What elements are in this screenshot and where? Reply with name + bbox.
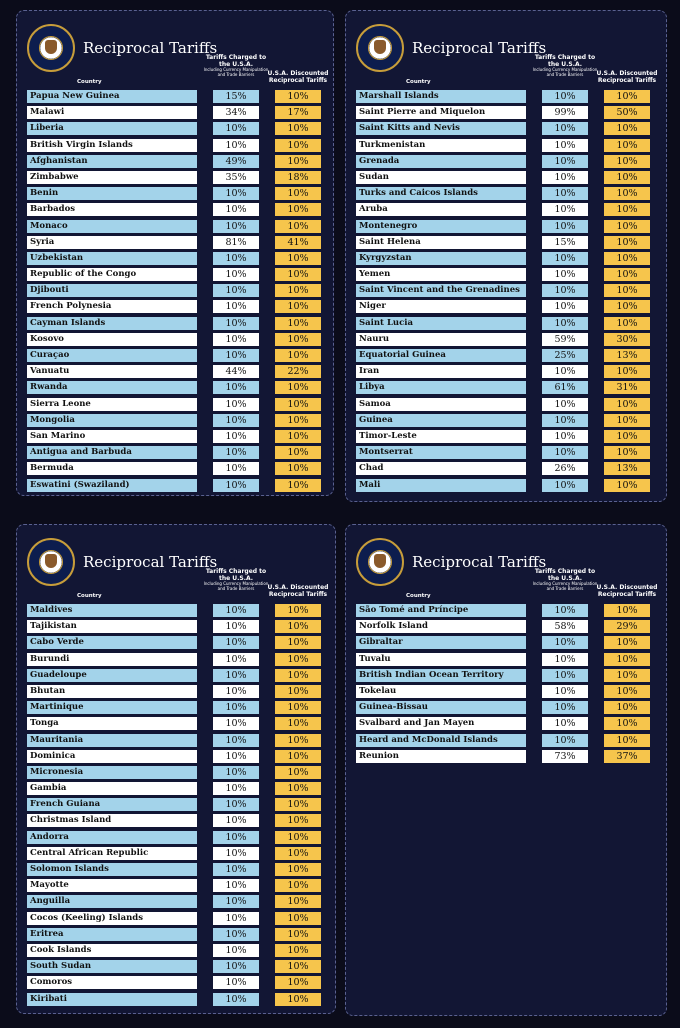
country-name: Mayotte bbox=[27, 879, 197, 892]
tariff-charged-value: 10% bbox=[213, 462, 259, 475]
country-name: Kosovo bbox=[27, 333, 197, 346]
tariff-charged-value: 10% bbox=[213, 414, 259, 427]
country-name: Montserrat bbox=[356, 446, 526, 459]
tariffs-charged-header-title: Tariffs Charged to the U.S.A. bbox=[534, 54, 596, 68]
country-name: Saint Kitts and Nevis bbox=[356, 122, 526, 135]
tariff-charged-value: 10% bbox=[542, 479, 588, 492]
tariff-charged-value: 81% bbox=[213, 236, 259, 249]
discounted-tariff-value: 10% bbox=[275, 398, 321, 411]
tariff-charged-value: 10% bbox=[213, 284, 259, 297]
tariff-charged-value: 35% bbox=[213, 171, 259, 184]
tariff-charged-value: 26% bbox=[542, 462, 588, 475]
presidential-seal-icon bbox=[27, 24, 75, 72]
discounted-tariff-value: 10% bbox=[275, 928, 321, 941]
panel-title: Reciprocal Tariffs bbox=[83, 39, 218, 57]
country-name: Mongolia bbox=[27, 414, 197, 427]
eagle-icon bbox=[45, 554, 57, 568]
tariffs-charged-header-title: Tariffs Charged to the U.S.A. bbox=[205, 54, 267, 68]
discounted-tariff-value: 10% bbox=[604, 717, 650, 730]
country-name: Samoa bbox=[356, 398, 526, 411]
tariff-charged-value: 10% bbox=[542, 187, 588, 200]
country-name: Tokelau bbox=[356, 685, 526, 698]
country-name: Libya bbox=[356, 381, 526, 394]
discounted-tariff-value: 10% bbox=[275, 847, 321, 860]
country-name: French Polynesia bbox=[27, 300, 197, 313]
country-name: Mali bbox=[356, 479, 526, 492]
discounted-tariff-value: 10% bbox=[275, 333, 321, 346]
discounted-tariff-value: 10% bbox=[604, 252, 650, 265]
tariffs-charged-header-title: Tariffs Charged to the U.S.A. bbox=[205, 568, 267, 582]
tariff-charged-value: 34% bbox=[213, 106, 259, 119]
panel-title: Reciprocal Tariffs bbox=[83, 553, 218, 571]
tariff-charged-value: 10% bbox=[213, 993, 259, 1006]
discounted-tariff-value: 10% bbox=[275, 636, 321, 649]
country-name: Afghanistan bbox=[27, 155, 197, 168]
tariff-charged-value: 10% bbox=[213, 349, 259, 362]
country-name: Malawi bbox=[27, 106, 197, 119]
tariff-charged-value: 10% bbox=[213, 479, 259, 492]
country-name: Anguilla bbox=[27, 895, 197, 908]
discounted-tariff-value: 10% bbox=[275, 895, 321, 908]
country-name: Central African Republic bbox=[27, 847, 197, 860]
country-name: Cayman Islands bbox=[27, 317, 197, 330]
tariff-charged-value: 10% bbox=[542, 398, 588, 411]
country-name: Iran bbox=[356, 365, 526, 378]
tariff-panel-3 bbox=[16, 524, 336, 1014]
country-name: Gibraltar bbox=[356, 636, 526, 649]
discounted-tariff-value: 10% bbox=[604, 284, 650, 297]
country-name: Christmas Island bbox=[27, 814, 197, 827]
country-name: Marshall Islands bbox=[356, 90, 526, 103]
tariff-charged-value: 10% bbox=[542, 430, 588, 443]
discounted-tariff-value: 31% bbox=[604, 381, 650, 394]
country-column-header: Country bbox=[77, 79, 102, 85]
tariff-charged-value: 10% bbox=[542, 155, 588, 168]
discounted-tariff-value: 29% bbox=[604, 620, 650, 633]
discounted-tariff-value: 41% bbox=[275, 236, 321, 249]
eagle-icon bbox=[374, 554, 386, 568]
country-name: San Marino bbox=[27, 430, 197, 443]
discounted-tariff-value: 10% bbox=[604, 398, 650, 411]
eagle-icon bbox=[45, 40, 57, 54]
discounted-tariff-value: 10% bbox=[604, 414, 650, 427]
tariff-charged-value: 99% bbox=[542, 106, 588, 119]
tariff-charged-value: 49% bbox=[213, 155, 259, 168]
country-name: Gambia bbox=[27, 782, 197, 795]
tariff-charged-value: 10% bbox=[542, 90, 588, 103]
presidential-seal-icon bbox=[356, 538, 404, 586]
country-name: Republic of the Congo bbox=[27, 268, 197, 281]
tariffs-charged-header-subtitle: Including Currency Manipulation and Trade Barriers bbox=[203, 581, 269, 591]
country-name: São Tomé and Príncipe bbox=[356, 604, 526, 617]
country-name: British Indian Ocean Territory bbox=[356, 669, 526, 682]
country-name: Turks and Caicos Islands bbox=[356, 187, 526, 200]
discounted-tariff-value: 13% bbox=[604, 349, 650, 362]
tariff-charged-value: 10% bbox=[542, 268, 588, 281]
tariffs-charged-header bbox=[532, 54, 598, 77]
discounted-tariff-value: 10% bbox=[275, 766, 321, 779]
discounted-tariff-value: 10% bbox=[275, 155, 321, 168]
tariff-charged-value: 10% bbox=[213, 220, 259, 233]
discounted-tariff-value: 10% bbox=[275, 717, 321, 730]
discounted-tariff-value: 10% bbox=[275, 203, 321, 216]
tariff-charged-value: 61% bbox=[542, 381, 588, 394]
country-name: Montenegro bbox=[356, 220, 526, 233]
tariff-charged-value: 10% bbox=[213, 636, 259, 649]
tariff-charged-value: 10% bbox=[213, 268, 259, 281]
discounted-tariff-value: 10% bbox=[275, 122, 321, 135]
country-name: Cocos (Keeling) Islands bbox=[27, 912, 197, 925]
discounted-tariff-value: 10% bbox=[275, 669, 321, 682]
tariff-charged-value: 10% bbox=[213, 333, 259, 346]
discounted-tariff-value: 10% bbox=[275, 139, 321, 152]
tariff-charged-value: 10% bbox=[542, 317, 588, 330]
tariff-charged-value: 10% bbox=[542, 252, 588, 265]
discounted-tariff-value: 10% bbox=[604, 268, 650, 281]
discounted-tariffs-header: U.S.A. Discounted Reciprocal Tariffs bbox=[596, 70, 658, 84]
discounted-tariff-value: 10% bbox=[275, 960, 321, 973]
country-name: Zimbabwe bbox=[27, 171, 197, 184]
country-name: Solomon Islands bbox=[27, 863, 197, 876]
tariff-panel-4 bbox=[345, 524, 667, 1016]
country-name: Cabo Verde bbox=[27, 636, 197, 649]
tariff-charged-value: 10% bbox=[542, 203, 588, 216]
tariff-charged-value: 10% bbox=[542, 284, 588, 297]
tariff-charged-value: 10% bbox=[542, 414, 588, 427]
discounted-tariff-value: 10% bbox=[275, 653, 321, 666]
tariff-charged-value: 10% bbox=[213, 203, 259, 216]
eagle-icon bbox=[374, 40, 386, 54]
tariff-panel-1 bbox=[16, 10, 334, 496]
country-name: Aruba bbox=[356, 203, 526, 216]
discounted-tariff-value: 10% bbox=[275, 944, 321, 957]
discounted-tariff-value: 37% bbox=[604, 750, 650, 763]
discounted-tariff-value: 10% bbox=[275, 446, 321, 459]
discounted-tariff-value: 50% bbox=[604, 106, 650, 119]
discounted-tariff-value: 10% bbox=[604, 122, 650, 135]
country-name: South Sudan bbox=[27, 960, 197, 973]
tariff-charged-value: 10% bbox=[213, 669, 259, 682]
country-name: Vanuatu bbox=[27, 365, 197, 378]
tariff-charged-value: 44% bbox=[213, 365, 259, 378]
country-name: Heard and McDonald Islands bbox=[356, 734, 526, 747]
tariff-charged-value: 10% bbox=[213, 863, 259, 876]
country-name: Sierra Leone bbox=[27, 398, 197, 411]
country-column-header: Country bbox=[406, 79, 431, 85]
country-name: Niger bbox=[356, 300, 526, 313]
country-name: British Virgin Islands bbox=[27, 139, 197, 152]
country-name: Monaco bbox=[27, 220, 197, 233]
discounted-tariff-value: 10% bbox=[604, 430, 650, 443]
discounted-tariff-value: 10% bbox=[275, 317, 321, 330]
discounted-tariff-value: 10% bbox=[275, 782, 321, 795]
discounted-tariff-value: 10% bbox=[275, 993, 321, 1006]
country-name: Nauru bbox=[356, 333, 526, 346]
discounted-tariff-value: 10% bbox=[275, 814, 321, 827]
country-column-header: Country bbox=[77, 593, 102, 599]
country-name: Barbados bbox=[27, 203, 197, 216]
discounted-tariff-value: 10% bbox=[275, 798, 321, 811]
discounted-tariff-value: 10% bbox=[275, 414, 321, 427]
tariffs-charged-header-title: Tariffs Charged to the U.S.A. bbox=[534, 568, 596, 582]
tariff-charged-value: 10% bbox=[213, 446, 259, 459]
discounted-tariff-value: 10% bbox=[275, 976, 321, 989]
tariff-charged-value: 10% bbox=[542, 653, 588, 666]
discounted-tariff-value: 10% bbox=[275, 863, 321, 876]
tariff-charged-value: 10% bbox=[542, 446, 588, 459]
tariffs-charged-header bbox=[203, 54, 269, 77]
country-name: Antigua and Barbuda bbox=[27, 446, 197, 459]
discounted-tariff-value: 10% bbox=[275, 220, 321, 233]
country-name: Norfolk Island bbox=[356, 620, 526, 633]
tariffs-charged-header bbox=[203, 568, 269, 591]
country-name: Equatorial Guinea bbox=[356, 349, 526, 362]
discounted-tariff-value: 10% bbox=[604, 300, 650, 313]
tariff-charged-value: 10% bbox=[213, 430, 259, 443]
discounted-tariff-value: 10% bbox=[604, 365, 650, 378]
discounted-tariff-value: 10% bbox=[604, 171, 650, 184]
country-name: Tonga bbox=[27, 717, 197, 730]
country-name: Micronesia bbox=[27, 766, 197, 779]
discounted-tariff-value: 10% bbox=[275, 685, 321, 698]
discounted-tariff-value: 10% bbox=[604, 203, 650, 216]
discounted-tariff-value: 10% bbox=[275, 620, 321, 633]
tariff-charged-value: 10% bbox=[213, 734, 259, 747]
tariff-charged-value: 10% bbox=[542, 122, 588, 135]
discounted-tariff-value: 10% bbox=[604, 701, 650, 714]
discounted-tariff-value: 10% bbox=[275, 912, 321, 925]
tariff-charged-value: 10% bbox=[542, 734, 588, 747]
country-name: Papua New Guinea bbox=[27, 90, 197, 103]
tariff-charged-value: 10% bbox=[213, 604, 259, 617]
tariff-charged-value: 10% bbox=[213, 653, 259, 666]
tariff-charged-value: 10% bbox=[213, 960, 259, 973]
tariff-panel-2 bbox=[345, 10, 667, 502]
country-name: Dominica bbox=[27, 750, 197, 763]
discounted-tariff-value: 10% bbox=[275, 252, 321, 265]
presidential-seal-icon bbox=[27, 538, 75, 586]
country-name: Djibouti bbox=[27, 284, 197, 297]
tariff-charged-value: 10% bbox=[213, 122, 259, 135]
tariffs-charged-header-subtitle: Including Currency Manipulation and Trade Barriers bbox=[532, 581, 598, 591]
discounted-tariff-value: 10% bbox=[604, 653, 650, 666]
tariff-charged-value: 10% bbox=[213, 300, 259, 313]
country-name: Saint Pierre and Miquelon bbox=[356, 106, 526, 119]
country-name: Grenada bbox=[356, 155, 526, 168]
discounted-tariff-value: 13% bbox=[604, 462, 650, 475]
discounted-tariff-value: 10% bbox=[604, 604, 650, 617]
tariff-charged-value: 10% bbox=[542, 701, 588, 714]
country-name: Timor-Leste bbox=[356, 430, 526, 443]
discounted-tariff-value: 10% bbox=[275, 879, 321, 892]
discounted-tariff-value: 10% bbox=[275, 268, 321, 281]
tariff-charged-value: 58% bbox=[542, 620, 588, 633]
tariff-charged-value: 10% bbox=[213, 831, 259, 844]
discounted-tariff-value: 10% bbox=[275, 479, 321, 492]
discounted-tariff-value: 10% bbox=[604, 155, 650, 168]
presidential-seal-icon bbox=[356, 24, 404, 72]
tariff-charged-value: 10% bbox=[213, 717, 259, 730]
discounted-tariff-value: 10% bbox=[604, 446, 650, 459]
country-name: Tajikistan bbox=[27, 620, 197, 633]
discounted-tariff-value: 10% bbox=[275, 604, 321, 617]
country-name: Svalbard and Jan Mayen bbox=[356, 717, 526, 730]
tariffs-charged-header-subtitle: Including Currency Manipulation and Trade Barriers bbox=[203, 67, 269, 77]
discounted-tariff-value: 10% bbox=[604, 139, 650, 152]
discounted-tariff-value: 30% bbox=[604, 333, 650, 346]
discounted-tariff-value: 22% bbox=[275, 365, 321, 378]
discounted-tariff-value: 10% bbox=[275, 381, 321, 394]
tariff-charged-value: 10% bbox=[542, 139, 588, 152]
tariff-charged-value: 10% bbox=[213, 252, 259, 265]
country-name: Kyrgyzstan bbox=[356, 252, 526, 265]
discounted-tariff-value: 10% bbox=[604, 734, 650, 747]
discounted-tariff-value: 10% bbox=[604, 236, 650, 249]
discounted-tariff-value: 10% bbox=[275, 300, 321, 313]
tariff-charged-value: 10% bbox=[542, 365, 588, 378]
discounted-tariff-value: 10% bbox=[275, 430, 321, 443]
panel-title: Reciprocal Tariffs bbox=[412, 39, 547, 57]
tariff-charged-value: 10% bbox=[213, 766, 259, 779]
discounted-tariff-value: 10% bbox=[604, 187, 650, 200]
tariff-charged-value: 10% bbox=[542, 669, 588, 682]
country-name: Uzbekistan bbox=[27, 252, 197, 265]
country-name: Reunion bbox=[356, 750, 526, 763]
country-name: Martinique bbox=[27, 701, 197, 714]
tariff-charged-value: 10% bbox=[213, 398, 259, 411]
discounted-tariff-value: 10% bbox=[275, 349, 321, 362]
tariff-charged-value: 10% bbox=[213, 814, 259, 827]
country-name: Chad bbox=[356, 462, 526, 475]
country-name: Mauritania bbox=[27, 734, 197, 747]
tariff-charged-value: 73% bbox=[542, 750, 588, 763]
tariff-charged-value: 25% bbox=[542, 349, 588, 362]
country-name: Turkmenistan bbox=[356, 139, 526, 152]
discounted-tariff-value: 10% bbox=[604, 220, 650, 233]
tariff-charged-value: 10% bbox=[542, 604, 588, 617]
country-name: Benin bbox=[27, 187, 197, 200]
tariff-charged-value: 10% bbox=[213, 895, 259, 908]
tariff-charged-value: 10% bbox=[542, 717, 588, 730]
tariff-charged-value: 10% bbox=[213, 381, 259, 394]
tariff-charged-value: 15% bbox=[213, 90, 259, 103]
country-name: Kiribati bbox=[27, 993, 197, 1006]
country-name: Comoros bbox=[27, 976, 197, 989]
tariff-charged-value: 10% bbox=[213, 750, 259, 763]
country-name: Yemen bbox=[356, 268, 526, 281]
country-name: Curaçao bbox=[27, 349, 197, 362]
country-name: Syria bbox=[27, 236, 197, 249]
country-name: Guadeloupe bbox=[27, 669, 197, 682]
country-name: French Guiana bbox=[27, 798, 197, 811]
tariff-charged-value: 10% bbox=[213, 976, 259, 989]
tariff-charged-value: 10% bbox=[213, 317, 259, 330]
tariff-charged-value: 10% bbox=[542, 300, 588, 313]
tariff-charged-value: 10% bbox=[213, 928, 259, 941]
discounted-tariff-value: 10% bbox=[275, 187, 321, 200]
country-name: Guinea bbox=[356, 414, 526, 427]
discounted-tariff-value: 10% bbox=[604, 479, 650, 492]
country-name: Andorra bbox=[27, 831, 197, 844]
tariffs-charged-header-subtitle: Including Currency Manipulation and Trade Barriers bbox=[532, 67, 598, 77]
discounted-tariff-value: 17% bbox=[275, 106, 321, 119]
discounted-tariff-value: 10% bbox=[275, 734, 321, 747]
discounted-tariff-value: 10% bbox=[604, 636, 650, 649]
tariffs-charged-header bbox=[532, 568, 598, 591]
country-name: Eswatini (Swaziland) bbox=[27, 479, 197, 492]
panel-title: Reciprocal Tariffs bbox=[412, 553, 547, 571]
country-name: Maldives bbox=[27, 604, 197, 617]
tariff-charged-value: 10% bbox=[542, 685, 588, 698]
tariff-charged-value: 10% bbox=[542, 220, 588, 233]
tariff-charged-value: 10% bbox=[213, 620, 259, 633]
tariff-charged-value: 10% bbox=[213, 187, 259, 200]
tariff-charged-value: 10% bbox=[213, 782, 259, 795]
country-name: Rwanda bbox=[27, 381, 197, 394]
discounted-tariff-value: 10% bbox=[604, 685, 650, 698]
discounted-tariff-value: 10% bbox=[275, 462, 321, 475]
tariff-charged-value: 10% bbox=[213, 139, 259, 152]
country-name: Tuvalu bbox=[356, 653, 526, 666]
country-name: Bermuda bbox=[27, 462, 197, 475]
tariff-charged-value: 59% bbox=[542, 333, 588, 346]
discounted-tariffs-header: U.S.A. Discounted Reciprocal Tariffs bbox=[267, 70, 329, 84]
discounted-tariff-value: 10% bbox=[275, 750, 321, 763]
tariff-charged-value: 10% bbox=[213, 912, 259, 925]
discounted-tariff-value: 10% bbox=[275, 90, 321, 103]
tariff-charged-value: 10% bbox=[213, 798, 259, 811]
tariff-charged-value: 10% bbox=[213, 701, 259, 714]
tariff-charged-value: 10% bbox=[213, 879, 259, 892]
discounted-tariff-value: 18% bbox=[275, 171, 321, 184]
discounted-tariff-value: 10% bbox=[604, 669, 650, 682]
country-name: Saint Lucia bbox=[356, 317, 526, 330]
discounted-tariff-value: 10% bbox=[604, 317, 650, 330]
country-name: Saint Vincent and the Grenadines bbox=[356, 284, 526, 297]
country-name: Bhutan bbox=[27, 685, 197, 698]
country-name: Eritrea bbox=[27, 928, 197, 941]
tariff-charged-value: 10% bbox=[542, 636, 588, 649]
discounted-tariff-value: 10% bbox=[275, 284, 321, 297]
tariff-charged-value: 10% bbox=[213, 944, 259, 957]
country-name: Liberia bbox=[27, 122, 197, 135]
tariff-charged-value: 10% bbox=[213, 847, 259, 860]
country-name: Saint Helena bbox=[356, 236, 526, 249]
discounted-tariff-value: 10% bbox=[275, 831, 321, 844]
country-column-header: Country bbox=[406, 593, 431, 599]
discounted-tariffs-header: U.S.A. Discounted Reciprocal Tariffs bbox=[267, 584, 329, 598]
tariff-charged-value: 10% bbox=[542, 171, 588, 184]
tariff-charged-value: 15% bbox=[542, 236, 588, 249]
country-name: Sudan bbox=[356, 171, 526, 184]
country-name: Cook Islands bbox=[27, 944, 197, 957]
tariff-charged-value: 10% bbox=[213, 685, 259, 698]
country-name: Burundi bbox=[27, 653, 197, 666]
discounted-tariffs-header: U.S.A. Discounted Reciprocal Tariffs bbox=[596, 584, 658, 598]
discounted-tariff-value: 10% bbox=[604, 90, 650, 103]
country-name: Guinea-Bissau bbox=[356, 701, 526, 714]
discounted-tariff-value: 10% bbox=[275, 701, 321, 714]
